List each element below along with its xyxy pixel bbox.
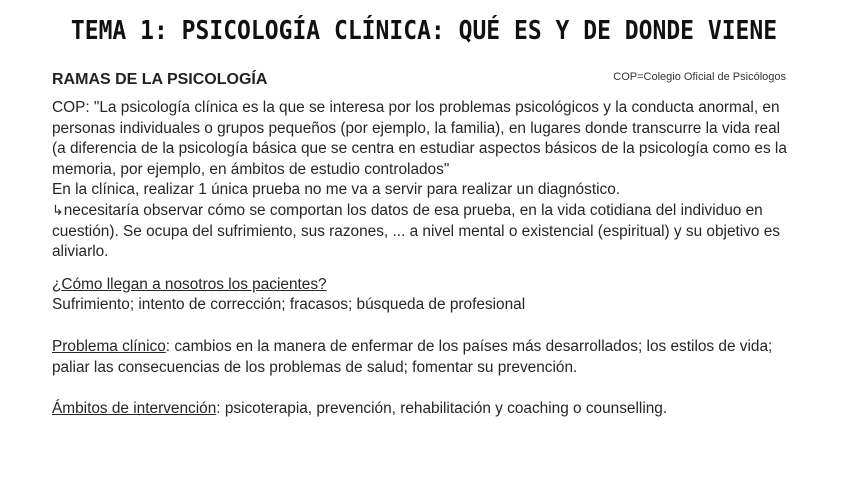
problem-label: Problema clínico [52, 337, 166, 355]
document-body [52, 98, 792, 420]
scope-text: : psicoterapia, prevención, rehabilitación y coaching o counselling. [216, 400, 668, 418]
scope-label: Ámbitos de intervención [52, 400, 217, 418]
problem-text: : cambios en la manera de enfermar de los países más desarrollados; los estilos de vida; paliar las consecuencias de los problemas de salud; fomentar su prevención. [52, 337, 773, 376]
page-title: TEMA 1: PSICOLOGÍA CLÍNICA: QUÉ ES Y DE DONDE VIENE [70, 16, 778, 46]
question-line [52, 275, 792, 296]
arrow-paragraph-text: necesitaría observar cómo se comportan los datos de esa prueba, en la vida cotidiana del individuo en cuestión). Se ocupa del sufrimiento, sus razones, ... a nivel mental o existencial (espiritual) y su objetivo es aliviarlo. [52, 201, 780, 261]
section-heading: RAMAS DE LA PSICOLOGÍA [52, 71, 268, 88]
question-heading: ¿Cómo llegan a nosotros los pacientes? [52, 275, 327, 293]
abbreviation-note: COP=Colegio Oficial de Psicólogos [613, 71, 786, 83]
arrow-paragraph [52, 201, 792, 263]
definition-paragraph: COP: "La psicología clínica es la que se interesa por los problemas psicológicos y la conducta anormal, en personas individuales o grupos pequeños (por ejemplo, la familia), en lugares donde transcurre la vida real (a diferencia de la psicología básica que se centra en estudiar aspectos básicos de la psicología como es la memoria, por ejemplo, en ámbitos de estudio controlados" [52, 99, 787, 178]
arrow-icon: ↳ [52, 202, 64, 219]
clinic-paragraph: En la clínica, realizar 1 única prueba no me va a servir para realizar un diagnóstico. [52, 181, 621, 199]
problem-paragraph [52, 337, 792, 378]
scope-paragraph [52, 399, 792, 420]
question-answer: Sufrimiento; intento de corrección; fracasos; búsqueda de profesional [52, 296, 526, 314]
